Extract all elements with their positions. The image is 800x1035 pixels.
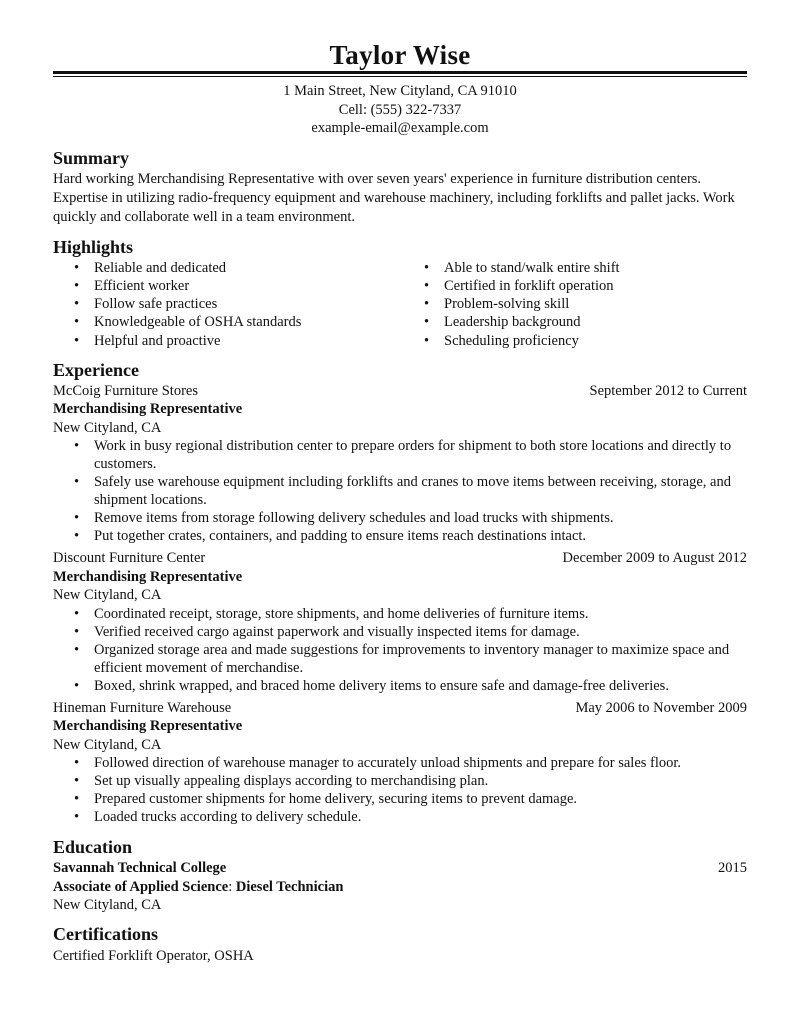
experience-title: Experience [53, 359, 139, 380]
highlights-title: Highlights [53, 236, 134, 257]
highlight-item: • Reliable and dedicated [94, 259, 403, 277]
highlight-item: • Efficient worker [94, 277, 403, 295]
education-separator: : [228, 878, 233, 895]
job-role: Merchandising Representative [53, 401, 243, 418]
job-dates: December 2009 to August 2012 [562, 550, 747, 567]
education-degree: Associate of Applied Science [53, 878, 229, 895]
education-field: Diesel Technician [235, 878, 344, 895]
header-rule-thin [53, 76, 747, 77]
job-bullet: • Boxed, shrink wrapped, and braced home delivery items to ensure safe and damage-free deliveries. [94, 677, 747, 695]
education-header [53, 859, 747, 878]
highlight-item: • Follow safe practices [94, 295, 403, 313]
job-location: New Cityland, CA [53, 736, 162, 753]
education-title: Education [53, 837, 133, 858]
job-company: Discount Furniture Center [53, 550, 206, 567]
contact-cell: Cell: (555) 322-7337 [338, 101, 462, 118]
job-role: Merchandising Representative [53, 568, 243, 585]
highlight-item: • Helpful and proactive [94, 332, 403, 350]
certification-item: Certified Forklift Operator, OSHA [53, 947, 254, 964]
experience-section [53, 359, 747, 827]
job-header [53, 382, 747, 401]
highlights-right-column [403, 259, 743, 350]
highlight-item: • Knowledgeable of OSHA standards [94, 313, 403, 331]
job-header [53, 549, 747, 568]
candidate-name: Taylor Wise [329, 40, 471, 70]
job-bullet: • Organized storage area and made suggestions for improvements to inventory manager to maximize space and efficient movement of merchandise. [94, 641, 747, 677]
contact-address: 1 Main Street, New Cityland, CA 91010 [283, 83, 517, 99]
job-bullet: • Set up visually appealing displays according to merchandising plan. [94, 772, 747, 790]
job-bullet: • Work in busy regional distribution center to prepare orders for shipment to both store locations and directly to customers. [94, 437, 747, 473]
certifications-section [53, 923, 747, 966]
education-degree-line [53, 878, 747, 897]
job-dates: May 2006 to November 2009 [575, 699, 747, 716]
job-entry [53, 382, 747, 546]
summary-title: Summary [53, 147, 129, 168]
job-location: New Cityland, CA [53, 587, 162, 604]
contact-block [53, 82, 747, 138]
job-dates: September 2012 to Current [589, 382, 747, 399]
job-bullet: • Followed direction of warehouse manager to accurately unload shipments and prepare for sales floor. [94, 754, 747, 772]
header-rule-thick [53, 71, 747, 74]
education-year: 2015 [718, 860, 747, 877]
job-header [53, 699, 747, 718]
job-entry [53, 699, 747, 827]
education-location: New Cityland, CA [53, 897, 162, 914]
education-school: Savannah Technical College [53, 860, 227, 877]
job-company: McCoig Furniture Stores [53, 382, 198, 399]
contact-email: example-email@example.com [311, 120, 489, 136]
summary-section [53, 147, 747, 227]
certifications-title: Certifications [53, 923, 158, 944]
highlight-item: • Scheduling proficiency [444, 332, 743, 350]
highlights-left-column [53, 259, 403, 350]
job-bullet: • Coordinated receipt, storage, store shipments, and home deliveries of furniture items. [94, 605, 747, 623]
job-entry [53, 549, 747, 695]
job-role: Merchandising Representative [53, 718, 243, 735]
highlight-item: • Certified in forklift operation [444, 277, 743, 295]
highlight-item: • Able to stand/walk entire shift [444, 259, 743, 277]
job-bullet: • Prepared customer shipments for home delivery, securing items to prevent damage. [94, 790, 747, 808]
highlights-columns [53, 259, 747, 350]
job-bullet: • Verified received cargo against paperwork and visually inspected items for damage. [94, 623, 747, 641]
job-bullet: • Loaded trucks according to delivery schedule. [94, 808, 747, 826]
highlights-section [53, 236, 747, 350]
job-bullet: • Put together crates, containers, and padding to ensure items reach destinations intact. [94, 527, 747, 545]
education-section [53, 836, 747, 915]
summary-text: Hard working Merchandising Representative with over seven years' experience in furniture distribution centers. Expertise in utilizing radio-frequency equipment and warehouse machinery, including forklifts and pallet jacks. Work quickly and collaborate well in a team environment. [53, 170, 735, 225]
job-bullet: • Remove items from storage following delivery schedules and load trucks with shipments. [94, 509, 747, 527]
job-bullet: • Safely use warehouse equipment including forklifts and cranes to move items between receiving, storage, and shipment locations. [94, 473, 747, 509]
highlight-item: • Leadership background [444, 313, 743, 331]
job-location: New Cityland, CA [53, 419, 162, 436]
job-company: Hineman Furniture Warehouse [53, 699, 232, 716]
highlight-item: • Problem-solving skill [444, 295, 743, 313]
